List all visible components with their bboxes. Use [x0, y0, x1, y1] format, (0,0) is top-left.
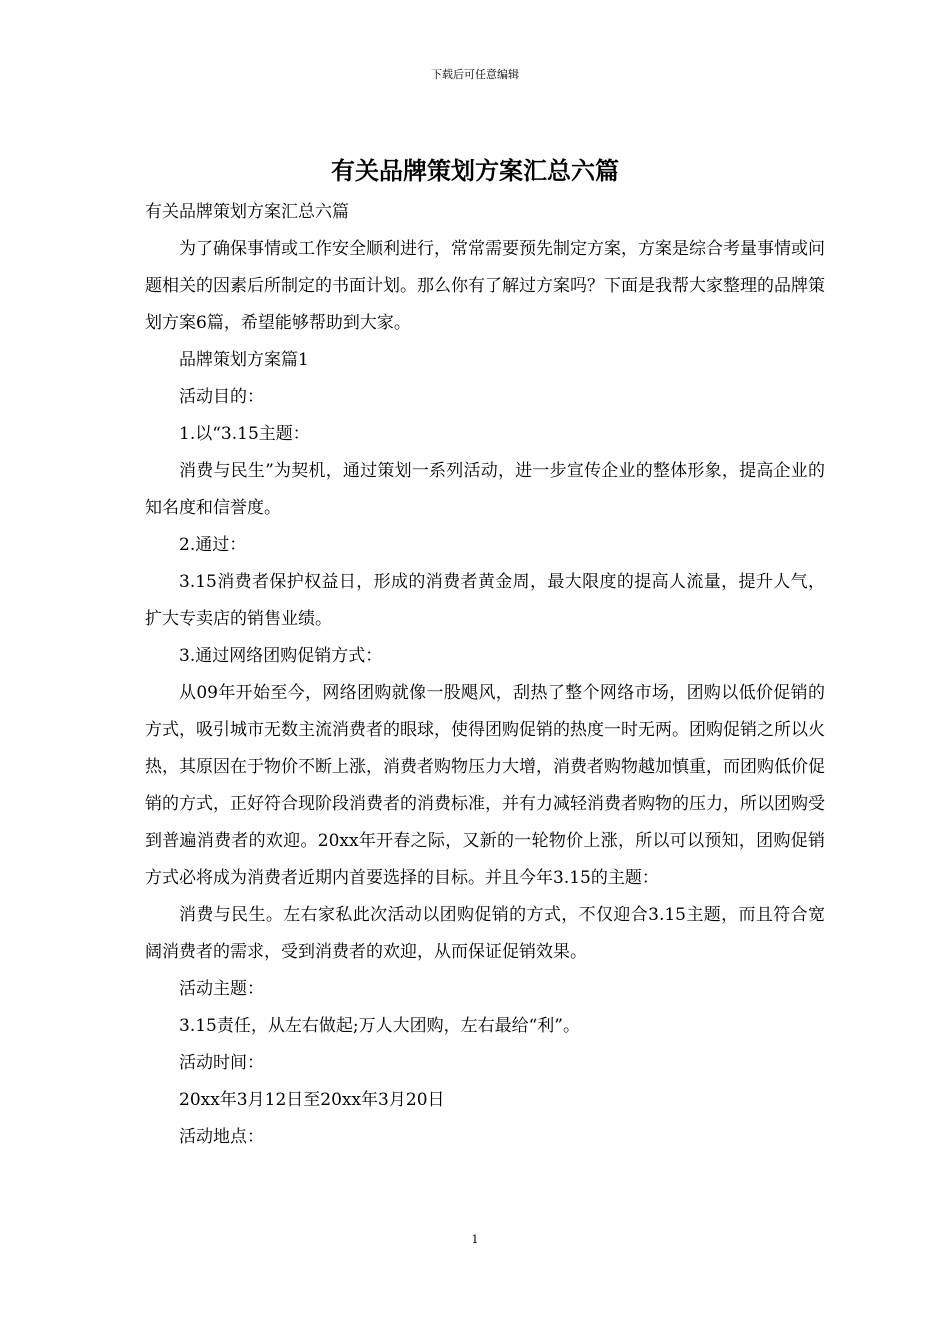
- paragraph: 1.以“3.15主题：: [179, 424, 310, 444]
- paragraph: 活动地点：: [179, 1127, 264, 1147]
- paragraph: 3.15消费者保护权益日，形成的消费者黄金周，最大限度的提高人流量，提升人气，扩大专卖店的销售业绩。: [145, 572, 825, 629]
- paragraph: 3.通过网络团购促销方式：: [179, 646, 383, 666]
- paragraph-intro: 为了确保事情或工作安全顺利进行，常常需要预先制定方案，方案是综合考量事情或问题相关的因素后所制定的书面计划。那么你有了解过方案吗？下面是我帮大家整理的品牌策划方案6篇，希望能够帮助到大家。: [145, 239, 825, 333]
- document-title: 有关品牌策划方案汇总六篇: [331, 156, 619, 185]
- paragraph: 活动主题：: [179, 979, 264, 999]
- paragraph: 消费与民生”为契机，通过策划一系列活动，进一步宣传企业的整体形象，提高企业的知名度和信誉度。: [145, 461, 825, 518]
- paragraph: 20xx年3月12日至20xx年3月20日: [179, 1090, 445, 1110]
- paragraph: 2.通过：: [179, 535, 247, 555]
- document-body: [145, 194, 825, 1156]
- header-note: 下载后可任意编辑: [431, 68, 519, 81]
- paragraph-subtitle: 有关品牌策划方案汇总六篇: [145, 202, 349, 222]
- paragraph: 从09年开始至今，网络团购就像一股飓风，刮热了整个网络市场，团购以低价促销的方式，吸引城市无数主流消费者的眼球，使得团购促销的热度一时无两。团购促销之所以火热，其原因在于物价不断上涨，消费者购物压力大增，消费者购物越加慎重，而团购低价促销的方式，正好符合现阶段消费者的消费标准，并有力减轻消费者购物的压力，所以团购受到普遍消费者的欢迎。20xx年开春之际，又新的一轮物价上涨，所以可以预知，团购促销方式必将成为消费者近期内首要选择的目标。并且今年3.15的主题：: [145, 683, 825, 888]
- paragraph: 活动时间：: [179, 1053, 264, 1073]
- paragraph: 活动目的：: [179, 387, 264, 407]
- page-number: 1: [471, 1233, 479, 1246]
- section-heading: 品牌策划方案篇1: [179, 350, 309, 370]
- paragraph: 消费与民生。左右家私此次活动以团购促销的方式，不仅迎合3.15主题，而且符合宽阔消费者的需求，受到消费者的欢迎，从而保证促销效果。: [145, 905, 825, 962]
- paragraph: 3.15责任，从左右做起;万人大团购，左右最给“利”。: [179, 1016, 580, 1036]
